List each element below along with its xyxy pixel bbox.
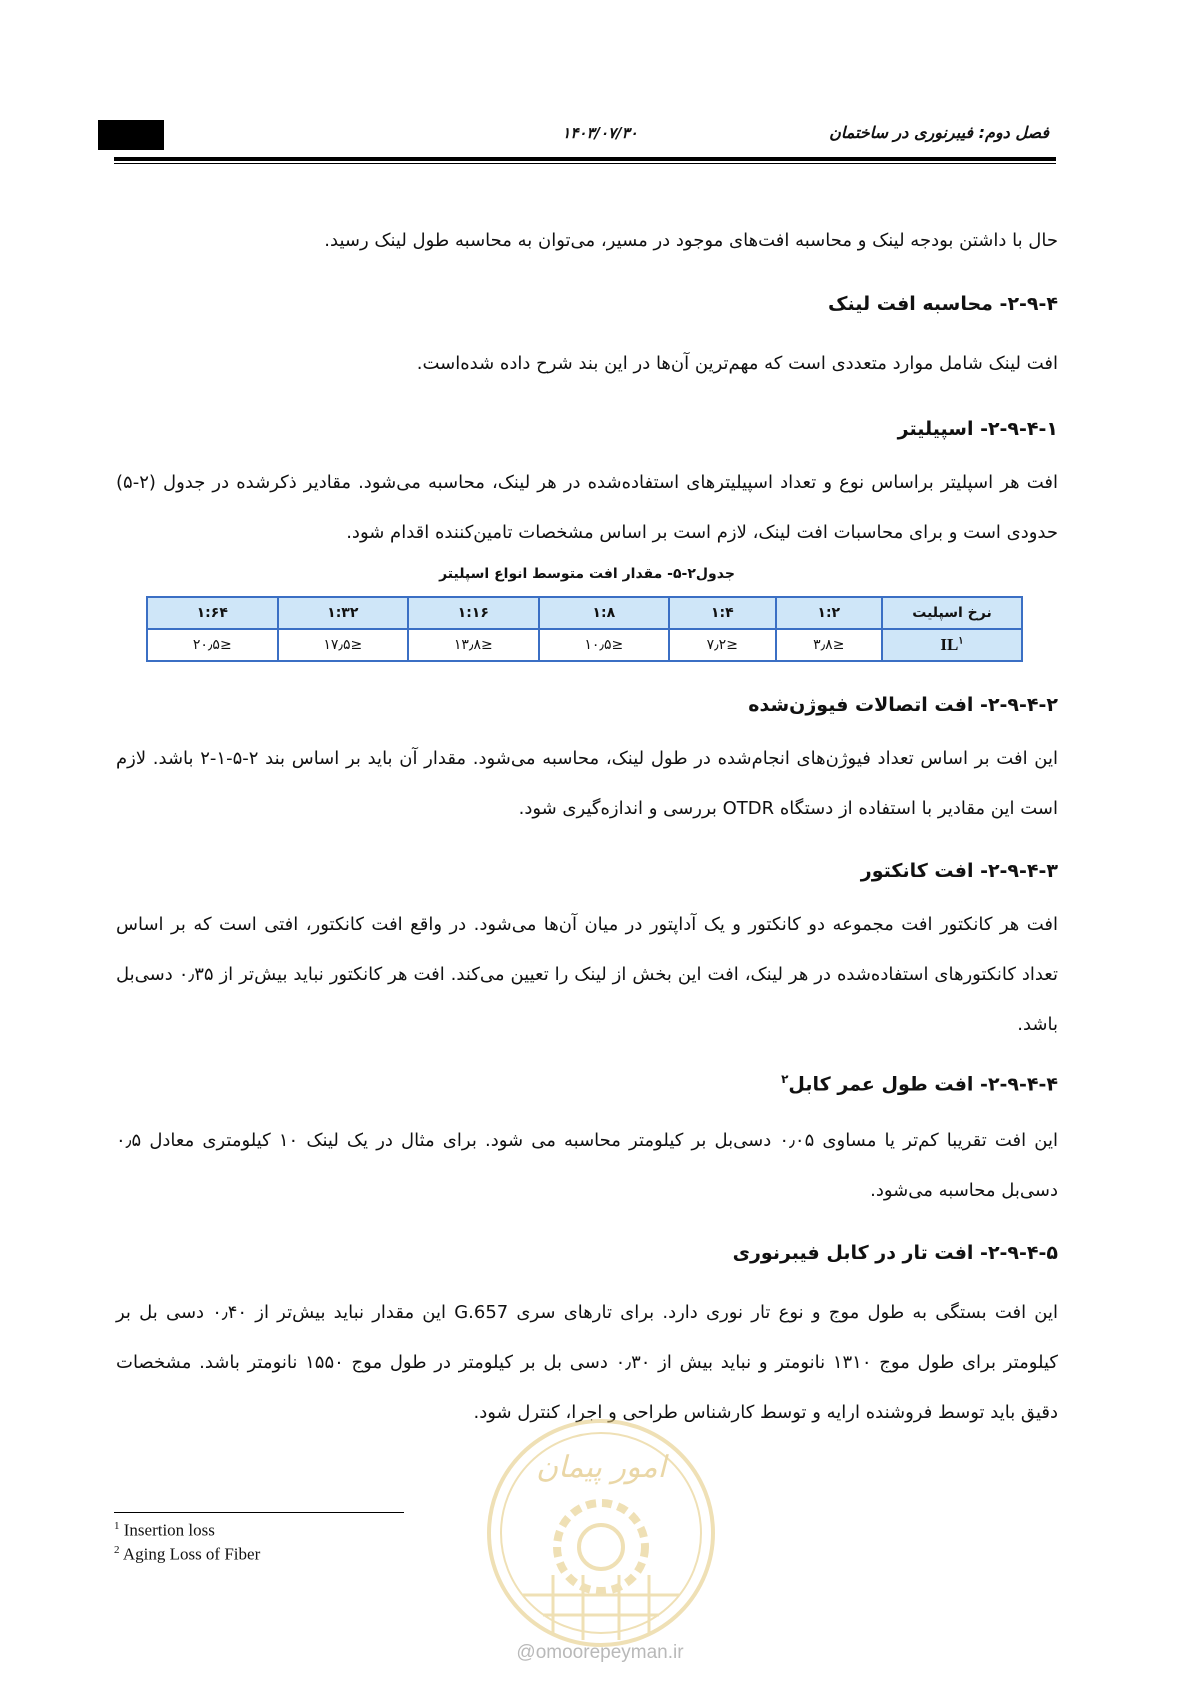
section-text: افت لینک شامل موارد متعددی است که مهم‌ترین آن‌ها در این بند شرح داده شده‌است.: [416, 353, 1058, 374]
footnote-1-text: Insertion loss: [123, 1520, 215, 1540]
il-value-cell: ≤۱۷٫۵: [278, 629, 409, 661]
seal-text: امور پیمان: [536, 1450, 666, 1485]
section-body: [116, 339, 1058, 389]
ratio-header-cell: نرخ اسپلیت: [882, 597, 1022, 629]
sub4-heading-line: [116, 1072, 1058, 1095]
watermark-url: [495, 1642, 705, 1664]
il-value-cell: ≤۲۰٫۵: [147, 629, 278, 661]
header-black-box: [98, 120, 164, 150]
il-label: IL: [940, 635, 959, 654]
ratio-cell: ۱:۶۴: [147, 597, 278, 629]
ratio-cell: ۱:۱۶: [408, 597, 539, 629]
table-row-ratios: [147, 597, 1022, 629]
sub5-heading: ۲-۹-۴-۵- افت تار در کابل فیبرنوری: [732, 1242, 1058, 1264]
sub2-heading: ۲-۹-۴-۲- افت اتصالات فیوژن‌شده: [748, 694, 1058, 716]
sub4-body: [116, 1116, 1058, 1216]
sub1-text: افت هر اسپلیتر براساس نوع و تعداد اسپیلیترهای استفاده‌شده در هر لینک، محاسبه می‌شود. مقادیر ذکرشده در جدول (۲-۵) حدودی است و برای محاسبات افت لینک، لازم است بر اساس مشخصات تامین‌کننده اقدام شود.: [116, 472, 1058, 543]
header-rule-thick: [114, 157, 1056, 161]
il-value-cell: ≤۷٫۲: [669, 629, 775, 661]
sub3-heading-wrap: [116, 860, 1058, 882]
ratio-cell: ۱:۳۲: [278, 597, 409, 629]
watermark-at-icon: @: [516, 1642, 536, 1663]
sub4-footnote-ref: ۲: [781, 1072, 789, 1086]
il-value-cell: ≤۱۰٫۵: [539, 629, 670, 661]
ratio-cell: ۱:۸: [539, 597, 670, 629]
sub5-heading-wrap: [116, 1242, 1058, 1264]
ratio-cell: ۱:۲: [776, 597, 882, 629]
watermark-seal-icon: [483, 1415, 719, 1651]
header-date: ۱۴۰۳/۰۷/۳۰: [562, 124, 638, 142]
sub1-heading-wrap: [116, 418, 1058, 440]
footnote-rule: [114, 1512, 404, 1513]
il-header-cell: [882, 629, 1022, 661]
section-heading: ۲-۹-۴- محاسبه افت لینک: [827, 293, 1058, 315]
sub3-text: افت هر کانکتور افت مجموعه دو کانکتور و یک آداپتور در میان آن‌ها می‌شود. در واقع افت کانکتور، افتی است که بر اساس تعداد کانکتورهای استفاده‌شده در هر لینک، افت این بخش از لینک را تعیین می‌کند. افت هر کانکتور نباید بیش‌تر از ۰٫۳۵ دسی‌بل باشد.: [116, 914, 1058, 1035]
sub3-body: [116, 900, 1058, 1050]
footnote-2-text: Aging Loss of Fiber: [122, 1544, 261, 1564]
sub5-text: این افت بستگی به طول موج و نوع تار نوری دارد. برای تارهای سری G.657 این مقدار نباید بیش‌تر از ۰٫۴۰ دسی بل بر کیلومتر برای طول موج ۱۳۱۰ نانومتر و نباید بیش از ۰٫۳۰ دسی بل بر کیلومتر در طول موج ۱۵۵۰ نانومتر باشد. مشخصات دقیق باید توسط فروشنده ارایه و توسط کارشناس طراحی و اجرا، کنترل شود.: [116, 1302, 1058, 1423]
ratio-cell: ۱:۴: [669, 597, 775, 629]
il-value-cell: ≤۱۳٫۸: [408, 629, 539, 661]
section-link-loss: [116, 293, 1058, 315]
sub4-text: این افت تقریبا کم‌تر یا مساوی ۰٫۰۵ دسی‌بل بر کیلومتر محاسبه می شود. برای مثال در یک لینک ۱۰ کیلومتری معادل ۰٫۵ دسی‌بل محاسبه می‌شود.: [116, 1130, 1059, 1201]
sub2-text: این افت بر اساس تعداد فیوژن‌های انجام‌شده در طول لینک، محاسبه می‌شود. مقدار آن باید بر اساس بند ۲-۵-۱-۲ باشد. لازم است این مقادیر با استفاده از دستگاه OTDR بررسی و اندازه‌گیری شود.: [116, 748, 1058, 819]
sub4-heading: ۲-۹-۴-۴- افت طول عمر کابل: [788, 1073, 1058, 1096]
table-caption: جدول۲-۵- مقدار افت متوسط انواع اسپلیتر: [439, 566, 735, 582]
footnote-2: [114, 1544, 260, 1565]
watermark-text: omoorepeyman.ir: [535, 1642, 684, 1663]
sub4-heading-wrap: [116, 1072, 1058, 1095]
il-value-cell: ≤۳٫۸: [776, 629, 882, 661]
intro-text: حال با داشتن بودجه لینک و محاسبه افت‌های موجود در مسیر، می‌توان به محاسبه طول لینک رسید.: [324, 230, 1058, 251]
sub2-heading-wrap: [116, 694, 1058, 716]
footnote-2-number: 2: [114, 1544, 120, 1556]
splitter-loss-table: [146, 596, 1023, 662]
header-rule-thin: [114, 163, 1056, 164]
sub3-heading: ۲-۹-۴-۳- افت کانکتور: [860, 860, 1058, 882]
sub1-body: [116, 458, 1058, 558]
il-footnote-ref: ۱: [958, 635, 964, 647]
header-chapter-title: فصل دوم: فیبرنوری در ساختمان: [829, 123, 1049, 142]
sub2-body: [116, 734, 1058, 834]
footnote-1-number: 1: [114, 1520, 120, 1532]
intro-paragraph: [116, 216, 1058, 266]
table-row-il: [147, 629, 1022, 661]
footnote-1: [114, 1520, 215, 1541]
sub1-heading: ۲-۹-۴-۱- اسپیلیتر: [897, 418, 1058, 440]
